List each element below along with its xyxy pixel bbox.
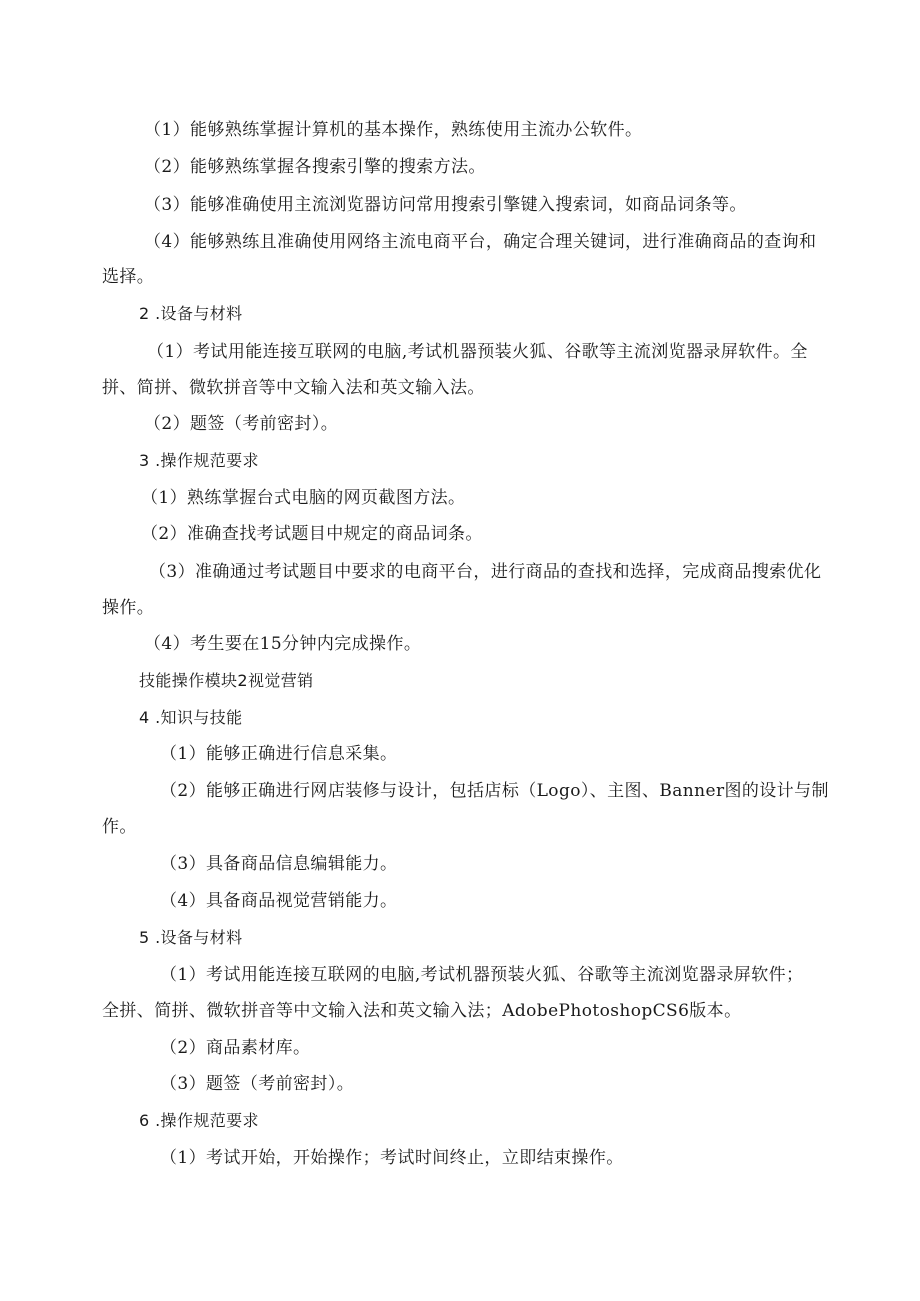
section-heading: 2 .设备与材料 bbox=[139, 304, 243, 323]
paragraph-continuation: 作。 bbox=[102, 817, 137, 837]
paragraph: （1）考试开始，开始操作；考试时间终止，立即结束操作。 bbox=[160, 1148, 624, 1168]
paragraph: （1）考试用能连接互联网的电脑,考试机器预装火狐、谷歌等主流浏览器录屏软件。全 bbox=[147, 342, 808, 362]
paragraph: （1）考试用能连接互联网的电脑,考试机器预装火狐、谷歌等主流浏览器录屏软件； bbox=[160, 965, 804, 985]
paragraph: （4）考生要在15分钟内完成操作。 bbox=[144, 634, 422, 654]
paragraph: （2）能够熟练掌握各搜索引擎的搜索方法。 bbox=[144, 157, 486, 177]
module-heading: 技能操作模块2视觉营销 bbox=[139, 671, 314, 690]
paragraph: （2）商品素材库。 bbox=[160, 1038, 311, 1058]
paragraph: （3）题签（考前密封）。 bbox=[160, 1074, 355, 1094]
paragraph: （1）能够正确进行信息采集。 bbox=[160, 744, 398, 764]
paragraph: （2）题签（考前密封）。 bbox=[144, 414, 339, 434]
section-heading: 4 .知识与技能 bbox=[139, 708, 243, 727]
paragraph: （3）能够准确使用主流浏览器访问常用搜索引擎键入搜索词，如商品词条等。 bbox=[144, 195, 747, 215]
paragraph: （3）准确通过考试题目中要求的电商平台，进行商品的查找和选择，完成商品搜索优化 bbox=[149, 562, 822, 582]
paragraph-continuation: 全拼、简拼、微软拼音等中文输入法和英文输入法；AdobePhotoshopCS6版本。 bbox=[102, 1001, 742, 1021]
paragraph-continuation: 操作。 bbox=[102, 598, 155, 618]
paragraph: （1）能够熟练掌握计算机的基本操作，熟练使用主流办公软件。 bbox=[144, 120, 643, 140]
paragraph: （1）熟练掌握台式电脑的网页截图方法。 bbox=[141, 488, 466, 508]
paragraph-continuation: 选择。 bbox=[102, 267, 155, 287]
section-heading: 5 .设备与材料 bbox=[139, 928, 243, 947]
paragraph: （2）准确查找考试题目中规定的商品词条。 bbox=[141, 524, 483, 544]
paragraph-continuation: 拼、简拼、微软拼音等中文输入法和英文输入法。 bbox=[102, 378, 485, 398]
section-heading: 3 .操作规范要求 bbox=[139, 451, 259, 470]
paragraph: （4）能够熟练且准确使用网络主流电商平台，确定合理关键词，进行准确商品的查询和 bbox=[144, 232, 817, 252]
paragraph: （3）具备商品信息编辑能力。 bbox=[160, 854, 398, 874]
paragraph: （2）能够正确进行网店装修与设计，包括店标（Logo）、主图、Banner图的设计与制 bbox=[160, 781, 829, 801]
paragraph: （4）具备商品视觉营销能力。 bbox=[160, 891, 398, 911]
section-heading: 6 .操作规范要求 bbox=[139, 1111, 259, 1130]
